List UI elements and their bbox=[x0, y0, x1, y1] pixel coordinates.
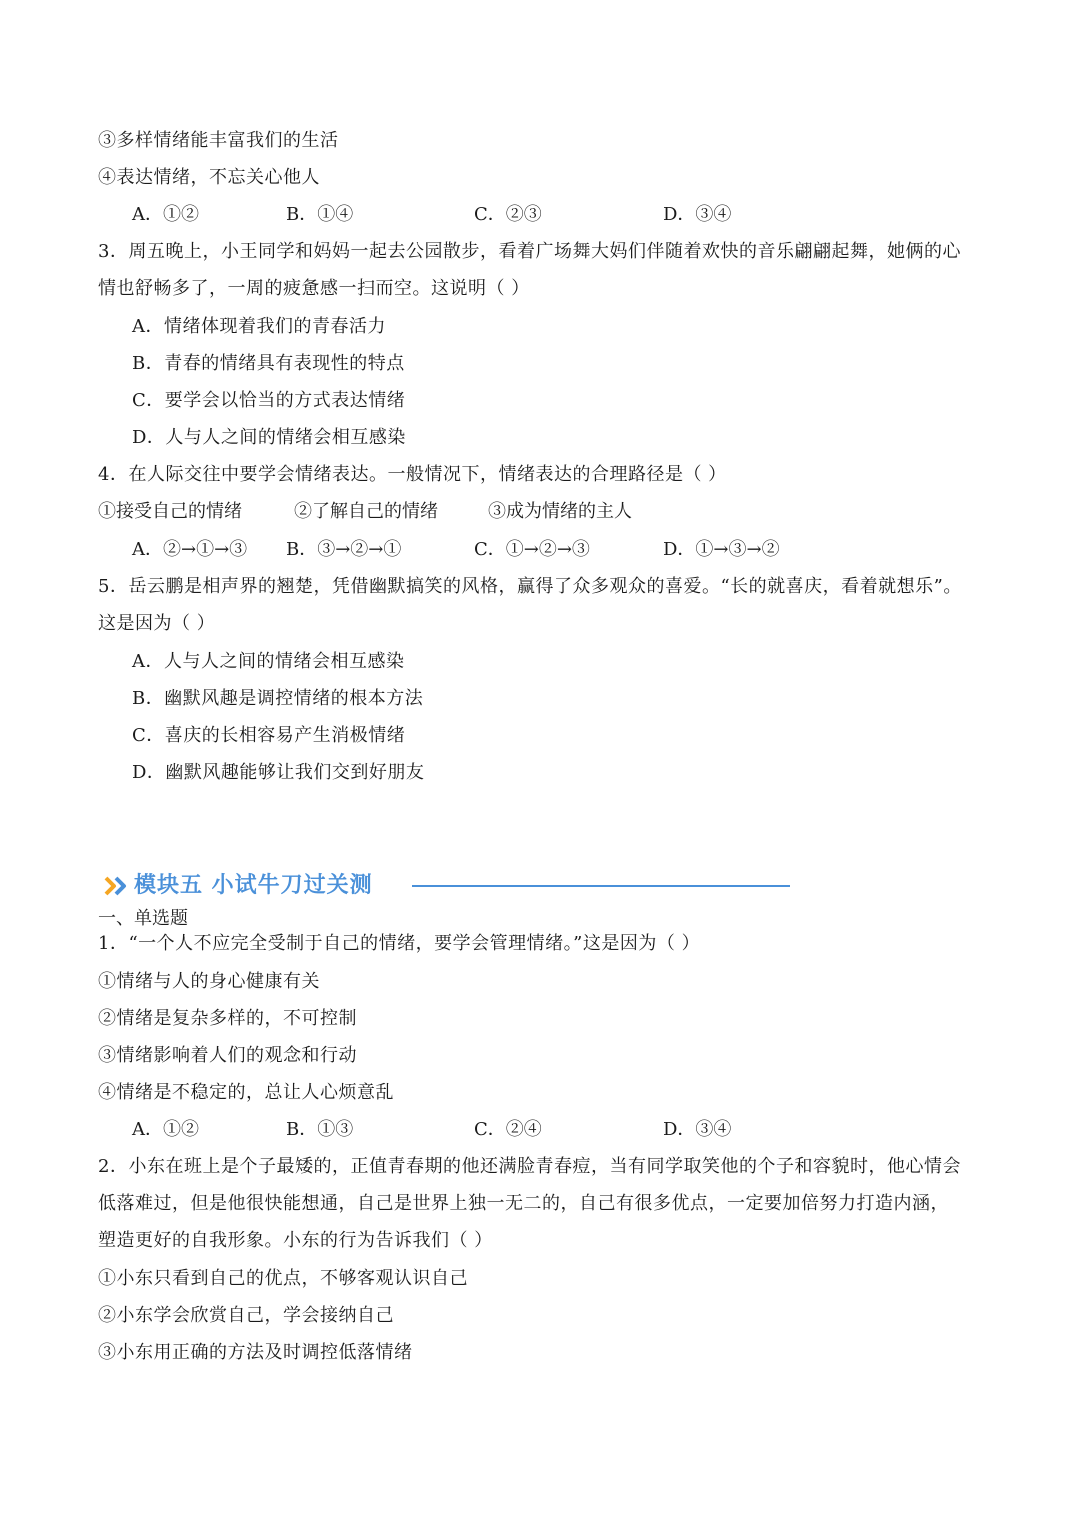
option-d[interactable]: D．幽默风趣能够让我们交到好朋友 bbox=[132, 762, 425, 783]
statement-4: ④表达情绪，不忘关心他人 bbox=[98, 167, 320, 188]
statement-3: ③情绪影响着人们的观念和行动 bbox=[98, 1045, 357, 1066]
question-5-stem-line1: 5．岳云鹏是相声界的翘楚，凭借幽默搞笑的风格，赢得了众多观众的喜爱。“长的就喜庆，看着就想乐”。 bbox=[98, 576, 962, 597]
option-d[interactable]: D．③④ bbox=[663, 204, 732, 225]
statement-3: ③多样情绪能丰富我们的生活 bbox=[98, 130, 339, 151]
option-a[interactable]: A．①② bbox=[132, 204, 199, 225]
statement-1: ①接受自己的情绪 bbox=[98, 501, 242, 522]
question-3-stem-line1: 3．周五晚上，小王同学和妈妈一起去公园散步，看着广场舞大妈们伴随着欢快的音乐翩翩起舞，她俩的心 bbox=[98, 241, 961, 262]
heading-divider bbox=[412, 885, 790, 887]
statement-1: ①情绪与人的身心健康有关 bbox=[98, 971, 320, 992]
option-c[interactable]: C．②③ bbox=[474, 204, 542, 225]
option-d[interactable]: D．人与人之间的情绪会相互感染 bbox=[132, 427, 406, 448]
test-question-1-stem: 1．“一个人不应完全受制于自己的情绪，要学会管理情绪。”这是因为（ ） bbox=[98, 933, 701, 954]
option-a[interactable]: A．人与人之间的情绪会相互感染 bbox=[132, 651, 405, 672]
question-3-stem-line2: 情也舒畅多了，一周的疲惫感一扫而空。这说明（ ） bbox=[98, 278, 530, 299]
options-row bbox=[132, 203, 1032, 227]
statement-3: ③成为情绪的主人 bbox=[488, 501, 632, 522]
option-d[interactable]: D．③④ bbox=[663, 1119, 732, 1140]
option-c[interactable]: C．①→②→③ bbox=[474, 539, 590, 560]
statement-1: ①小东只看到自己的优点，不够客观认识自己 bbox=[98, 1268, 468, 1289]
statements-row bbox=[98, 500, 998, 524]
option-a[interactable]: A．情绪体现着我们的青春活力 bbox=[132, 316, 386, 337]
option-b[interactable]: B．青春的情绪具有表现性的特点 bbox=[132, 353, 405, 374]
option-b[interactable]: B．①④ bbox=[286, 204, 354, 225]
option-b[interactable]: B．幽默风趣是调控情绪的根本方法 bbox=[132, 688, 424, 709]
option-c[interactable]: C．②④ bbox=[474, 1119, 542, 1140]
statement-3: ③小东用正确的方法及时调控低落情绪 bbox=[98, 1342, 413, 1363]
section-label: 一、单选题 bbox=[98, 908, 188, 929]
module-heading bbox=[104, 870, 794, 902]
double-chevron-icon bbox=[104, 876, 130, 896]
option-d[interactable]: D．①→③→② bbox=[663, 539, 780, 560]
option-c[interactable]: C．喜庆的长相容易产生消极情绪 bbox=[132, 725, 406, 746]
test-question-2-stem-line1: 2．小东在班上是个子最矮的，正值青春期的他还满脸青春痘，当有同学取笑他的个子和容貌时，他心情会 bbox=[98, 1156, 961, 1177]
statement-2: ②情绪是复杂多样的，不可控制 bbox=[98, 1008, 357, 1029]
option-a[interactable]: A．①② bbox=[132, 1119, 199, 1140]
options-row bbox=[132, 1118, 1032, 1142]
test-question-2-stem-line2: 低落难过，但是他很快能想通，自己是世界上独一无二的，自己有很多优点，一定要加倍努力打造内涵， bbox=[98, 1193, 949, 1214]
question-5-stem-line2: 这是因为（ ） bbox=[98, 613, 216, 634]
test-question-2-stem-line3: 塑造更好的自我形象。小东的行为告诉我们（ ） bbox=[98, 1230, 493, 1251]
statement-4: ④情绪是不稳定的，总让人心烦意乱 bbox=[98, 1082, 394, 1103]
question-4-stem: 4．在人际交往中要学会情绪表达。一般情况下，情绪表达的合理路径是（ ） bbox=[98, 464, 727, 485]
option-a[interactable]: A．②→①→③ bbox=[132, 539, 248, 560]
option-c[interactable]: C．要学会以恰当的方式表达情绪 bbox=[132, 390, 406, 411]
option-b[interactable]: B．①③ bbox=[286, 1119, 354, 1140]
option-b[interactable]: B．③→②→① bbox=[286, 539, 402, 560]
statement-2: ②了解自己的情绪 bbox=[294, 501, 438, 522]
statement-2: ②小东学会欣赏自己，学会接纳自己 bbox=[98, 1305, 394, 1326]
module-title: 模块五 小试牛刀过关测 bbox=[134, 873, 373, 898]
options-row bbox=[132, 538, 1032, 562]
